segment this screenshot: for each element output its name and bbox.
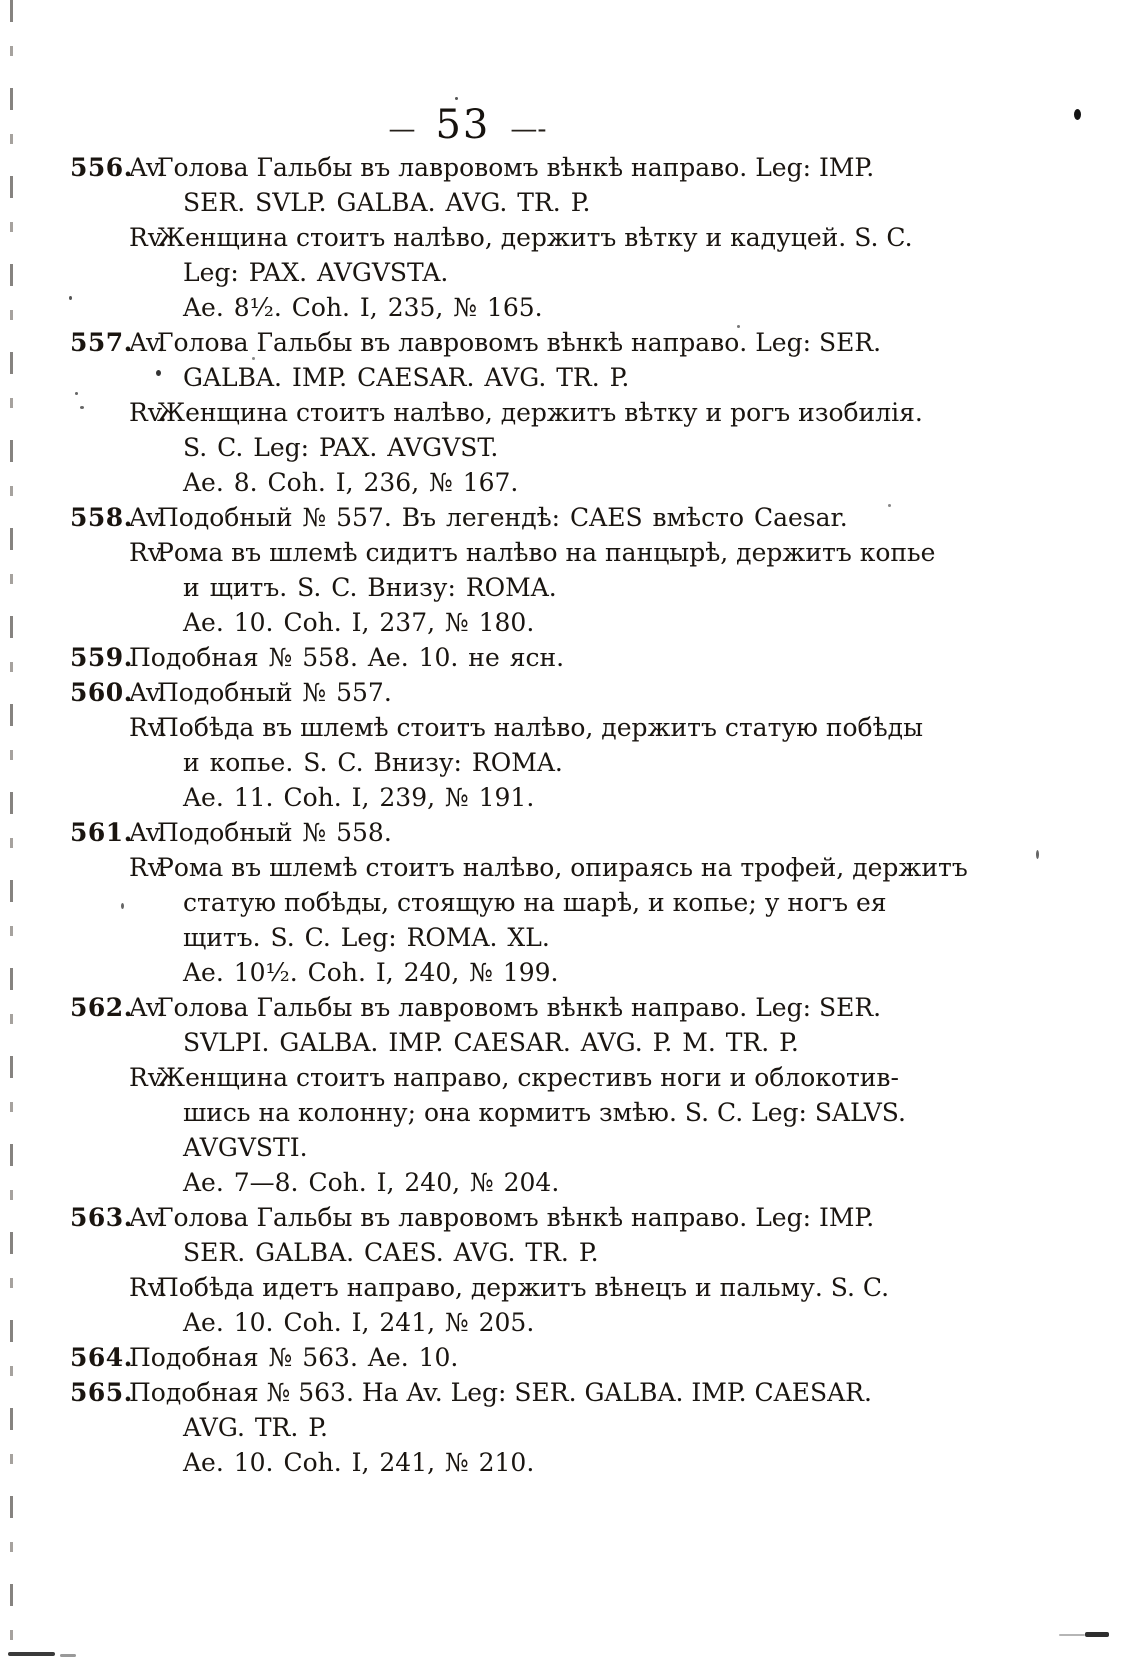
entry-number xyxy=(70,465,129,500)
entry-number xyxy=(70,920,129,955)
entry-line xyxy=(70,325,882,360)
entry-line xyxy=(70,1130,865,1165)
entry-text: Женщина стоитъ налѣво, держитъ вѣтку и кадуцей. S. C. xyxy=(157,223,913,252)
entry-line xyxy=(70,1340,865,1375)
av-rv-label xyxy=(129,430,157,465)
entry-text: Подобный № 557. xyxy=(157,678,392,707)
av-rv-label: Rv. xyxy=(129,853,167,882)
av-rv-label: Rv. xyxy=(129,398,167,427)
av-rv-label xyxy=(129,360,157,395)
av-rv-label xyxy=(129,290,157,325)
entry-number xyxy=(70,1410,129,1445)
entry-line xyxy=(70,920,865,955)
entry-line xyxy=(70,1165,865,1200)
av-rv-label xyxy=(129,1095,157,1130)
scan-speck xyxy=(455,97,458,100)
entry-text: Голова Гальбы въ лавровомъ вѣнкѣ направо. Leg: IMP. xyxy=(157,1203,875,1232)
entry-text: AVGVSTI. xyxy=(183,1133,308,1162)
entry-text: SVLPI. GALBA. IMP. CAESAR. AVG. P. M. TR. P. xyxy=(183,1028,799,1057)
scan-speck xyxy=(888,504,891,507)
entry-text: Подобный № 558. xyxy=(157,818,392,847)
scan-artifact-dash xyxy=(8,1652,55,1656)
av-rv-label: Av. xyxy=(129,1203,166,1232)
entry-line xyxy=(70,535,936,570)
av-rv-label xyxy=(129,185,157,220)
av-rv-label xyxy=(129,1305,157,1340)
av-rv-label: Rv. xyxy=(129,538,167,567)
entry-number xyxy=(70,1025,129,1060)
entry-number xyxy=(70,605,129,640)
entry-number: 556. xyxy=(70,153,133,182)
entry-number: 562. xyxy=(70,993,133,1022)
av-rv-label: Rv. xyxy=(129,223,167,252)
entry-line xyxy=(70,780,865,815)
entry-line xyxy=(70,185,865,220)
av-rv-label xyxy=(129,1130,157,1165)
entry-number xyxy=(70,220,129,255)
entry-number xyxy=(70,955,129,990)
entry-text: Ae. 7—8. Coh. I, 240, № 204. xyxy=(183,1168,560,1197)
entry-text: Ae. 8¹⁄₂. Coh. I, 235, № 165. xyxy=(183,293,543,322)
entry-line xyxy=(70,150,875,185)
entry-line xyxy=(70,290,865,325)
entry-number xyxy=(70,1305,129,1340)
av-rv-label xyxy=(129,955,157,990)
entry-text: шись на колонну; она кормитъ змѣю. S. C. Leg: SALVS. xyxy=(183,1098,906,1127)
entry-line xyxy=(70,500,865,535)
entry-text: Ae. 10. Coh. I, 241, № 210. xyxy=(183,1448,535,1477)
entry-line xyxy=(70,710,923,745)
entry-number xyxy=(70,1130,129,1165)
entry-line xyxy=(70,815,865,850)
entry-number xyxy=(70,1270,129,1305)
entry-number xyxy=(70,780,129,815)
scan-speck xyxy=(737,325,740,328)
av-rv-label xyxy=(129,1410,157,1445)
scan-speck xyxy=(69,296,72,300)
av-rv-label: Rv. xyxy=(129,713,167,742)
entry-number: 563. xyxy=(70,1203,133,1232)
entry-text: SER. SVLP. GALBA. AVG. TR. P. xyxy=(183,188,591,217)
scan-speck xyxy=(1036,850,1039,859)
entry-number xyxy=(70,710,129,745)
av-rv-label: Av. xyxy=(129,678,166,707)
entry-line xyxy=(70,675,865,710)
entry-number: 564. xyxy=(70,1343,133,1372)
entry-text: Подобная № 558. Ae. 10. не ясн. xyxy=(129,643,565,672)
entry-number xyxy=(70,1095,129,1130)
entry-line xyxy=(70,1445,865,1480)
scan-speck xyxy=(156,370,161,376)
av-rv-label: Av. xyxy=(129,818,166,847)
av-rv-label xyxy=(129,255,157,290)
entry-number xyxy=(70,885,129,920)
entry-text: Ae. 11. Coh. I, 239, № 191. xyxy=(183,783,535,812)
scan-speck xyxy=(121,903,124,909)
entry-number: 561. xyxy=(70,818,133,847)
entry-text: Побѣда идетъ направо, держитъ вѣнецъ и пальму. S. C. xyxy=(157,1273,890,1302)
scan-artifact-dash xyxy=(1059,1634,1085,1636)
entry-number xyxy=(70,570,129,605)
entry-text: и копье. S. C. Внизу: ROMA. xyxy=(183,748,563,777)
av-rv-label: Av. xyxy=(129,993,166,1022)
entry-number: 565. xyxy=(70,1378,133,1407)
av-rv-label xyxy=(129,920,157,955)
entry-number xyxy=(70,1165,129,1200)
entry-number xyxy=(70,850,129,885)
scan-speck xyxy=(1074,109,1081,120)
entry-number xyxy=(70,535,129,570)
entry-text: Голова Гальбы въ лавровомъ вѣнкѣ направо. Leg: SER. xyxy=(157,993,882,1022)
entry-line xyxy=(70,1200,875,1235)
scan-edge-line xyxy=(10,0,13,1665)
entry-line xyxy=(70,885,887,920)
entry-text: статую побѣды, стоящую на шарѣ, и копье; у ногъ ея xyxy=(183,888,887,917)
entry-text: Подобный № 557. Въ легендѣ: CAES вмѣсто Caesar. xyxy=(157,503,848,532)
av-rv-label xyxy=(129,1235,157,1270)
av-rv-label xyxy=(129,745,157,780)
scan-speck xyxy=(80,406,84,409)
av-rv-label xyxy=(129,1445,157,1480)
av-rv-label: Rv. xyxy=(129,1063,167,1092)
entry-number: 558. xyxy=(70,503,133,532)
entry-number xyxy=(70,290,129,325)
entry-number xyxy=(70,1060,129,1095)
entry-line xyxy=(70,1375,872,1410)
entry-number xyxy=(70,255,129,290)
entry-line xyxy=(70,1060,899,1095)
page-number: 53 xyxy=(435,102,491,148)
av-rv-label xyxy=(129,1165,157,1200)
av-rv-label xyxy=(129,570,157,605)
entry-number xyxy=(70,1445,129,1480)
av-rv-label xyxy=(129,1025,157,1060)
catalog-entries xyxy=(70,150,968,1480)
entry-text: Голова Гальбы въ лавровомъ вѣнкѣ направо. Leg: SER. xyxy=(157,328,882,357)
entry-number xyxy=(70,360,129,395)
entry-line xyxy=(70,850,968,885)
entry-line xyxy=(70,1235,865,1270)
scan-speck xyxy=(252,357,255,360)
entry-line xyxy=(70,1025,865,1060)
header-dash-left: — xyxy=(388,114,416,145)
entry-line xyxy=(70,465,865,500)
entry-text: Женщина стоитъ налѣво, держитъ вѣтку и рогъ изобилія. xyxy=(157,398,923,427)
entry-text: Побѣда въ шлемѣ стоитъ налѣво, держитъ статую побѣды xyxy=(157,713,923,742)
av-rv-label: Av. xyxy=(129,153,166,182)
entry-text: Leg: PAX. AVGVSTA. xyxy=(183,258,449,287)
entry-line xyxy=(70,955,865,990)
av-rv-label xyxy=(129,780,157,815)
av-rv-label: Rv. xyxy=(129,1273,167,1302)
entry-line xyxy=(70,990,882,1025)
entry-text: SER. GALBA. CAES. AVG. TR. P. xyxy=(183,1238,599,1267)
av-rv-label: Av. xyxy=(129,503,166,532)
entry-line xyxy=(70,605,865,640)
entry-line xyxy=(70,220,913,255)
entry-text: Женщина стоитъ направо, скрестивъ ноги и облокотив- xyxy=(157,1063,899,1092)
entry-number: 560. xyxy=(70,678,133,707)
entry-number xyxy=(70,1235,129,1270)
entry-text: Рома въ шлемѣ стоитъ налѣво, опираясь на трофей, держитъ xyxy=(157,853,968,882)
scan-speck xyxy=(75,392,78,395)
entry-number xyxy=(70,430,129,465)
entry-text: Ae. 10. Coh. I, 241, № 205. xyxy=(183,1308,535,1337)
entry-line xyxy=(70,1305,865,1340)
entry-text: GALBA. IMP. CAESAR. AVG. TR. P. xyxy=(183,363,630,392)
entry-number: 557. xyxy=(70,328,133,357)
scan-artifact-dash xyxy=(1085,1632,1109,1637)
entry-text: Рома въ шлемѣ сидитъ налѣво на панцырѣ, держитъ копье xyxy=(157,538,936,567)
entry-line xyxy=(70,360,865,395)
entry-number xyxy=(70,745,129,780)
av-rv-label: Av. xyxy=(129,328,166,357)
entry-line xyxy=(70,1270,890,1305)
entry-text: Подобная № 563. Ae. 10. xyxy=(129,1343,459,1372)
header-dash-right: —- xyxy=(510,114,547,145)
entry-text: AVG. TR. P. xyxy=(183,1413,328,1442)
av-rv-label xyxy=(129,605,157,640)
entry-number xyxy=(70,395,129,430)
entry-line xyxy=(70,430,865,465)
entry-text: и щитъ. S. C. Внизу: ROMA. xyxy=(183,573,557,602)
entry-text: Подобная № 563. На Av. Leg: SER. GALBA. IMP. CAESAR. xyxy=(129,1378,872,1407)
entry-line xyxy=(70,1410,865,1445)
entry-text: Ae. 10. Coh. I, 237, № 180. xyxy=(183,608,535,637)
entry-line xyxy=(70,570,865,605)
entry-text: Ae. 8. Coh. I, 236, № 167. xyxy=(183,468,519,497)
entry-text: щитъ. S. C. Leg: ROMA. XL. xyxy=(183,923,550,952)
entry-number: 559. xyxy=(70,643,133,672)
scan-artifact-dash xyxy=(60,1654,76,1657)
entry-text: Голова Гальбы въ лавровомъ вѣнкѣ направо. Leg: IMP. xyxy=(157,153,875,182)
entry-line xyxy=(70,640,865,675)
entry-text: S. C. Leg: PAX. AVGVST. xyxy=(183,433,499,462)
page-header xyxy=(70,102,865,148)
entry-text: Ae. 10¹⁄₂. Coh. I, 240, № 199. xyxy=(183,958,559,987)
av-rv-label xyxy=(129,465,157,500)
entry-line xyxy=(70,395,923,430)
av-rv-label xyxy=(129,885,157,920)
entry-line xyxy=(70,1095,906,1130)
entry-line xyxy=(70,745,865,780)
entry-number xyxy=(70,185,129,220)
entry-line xyxy=(70,255,865,290)
